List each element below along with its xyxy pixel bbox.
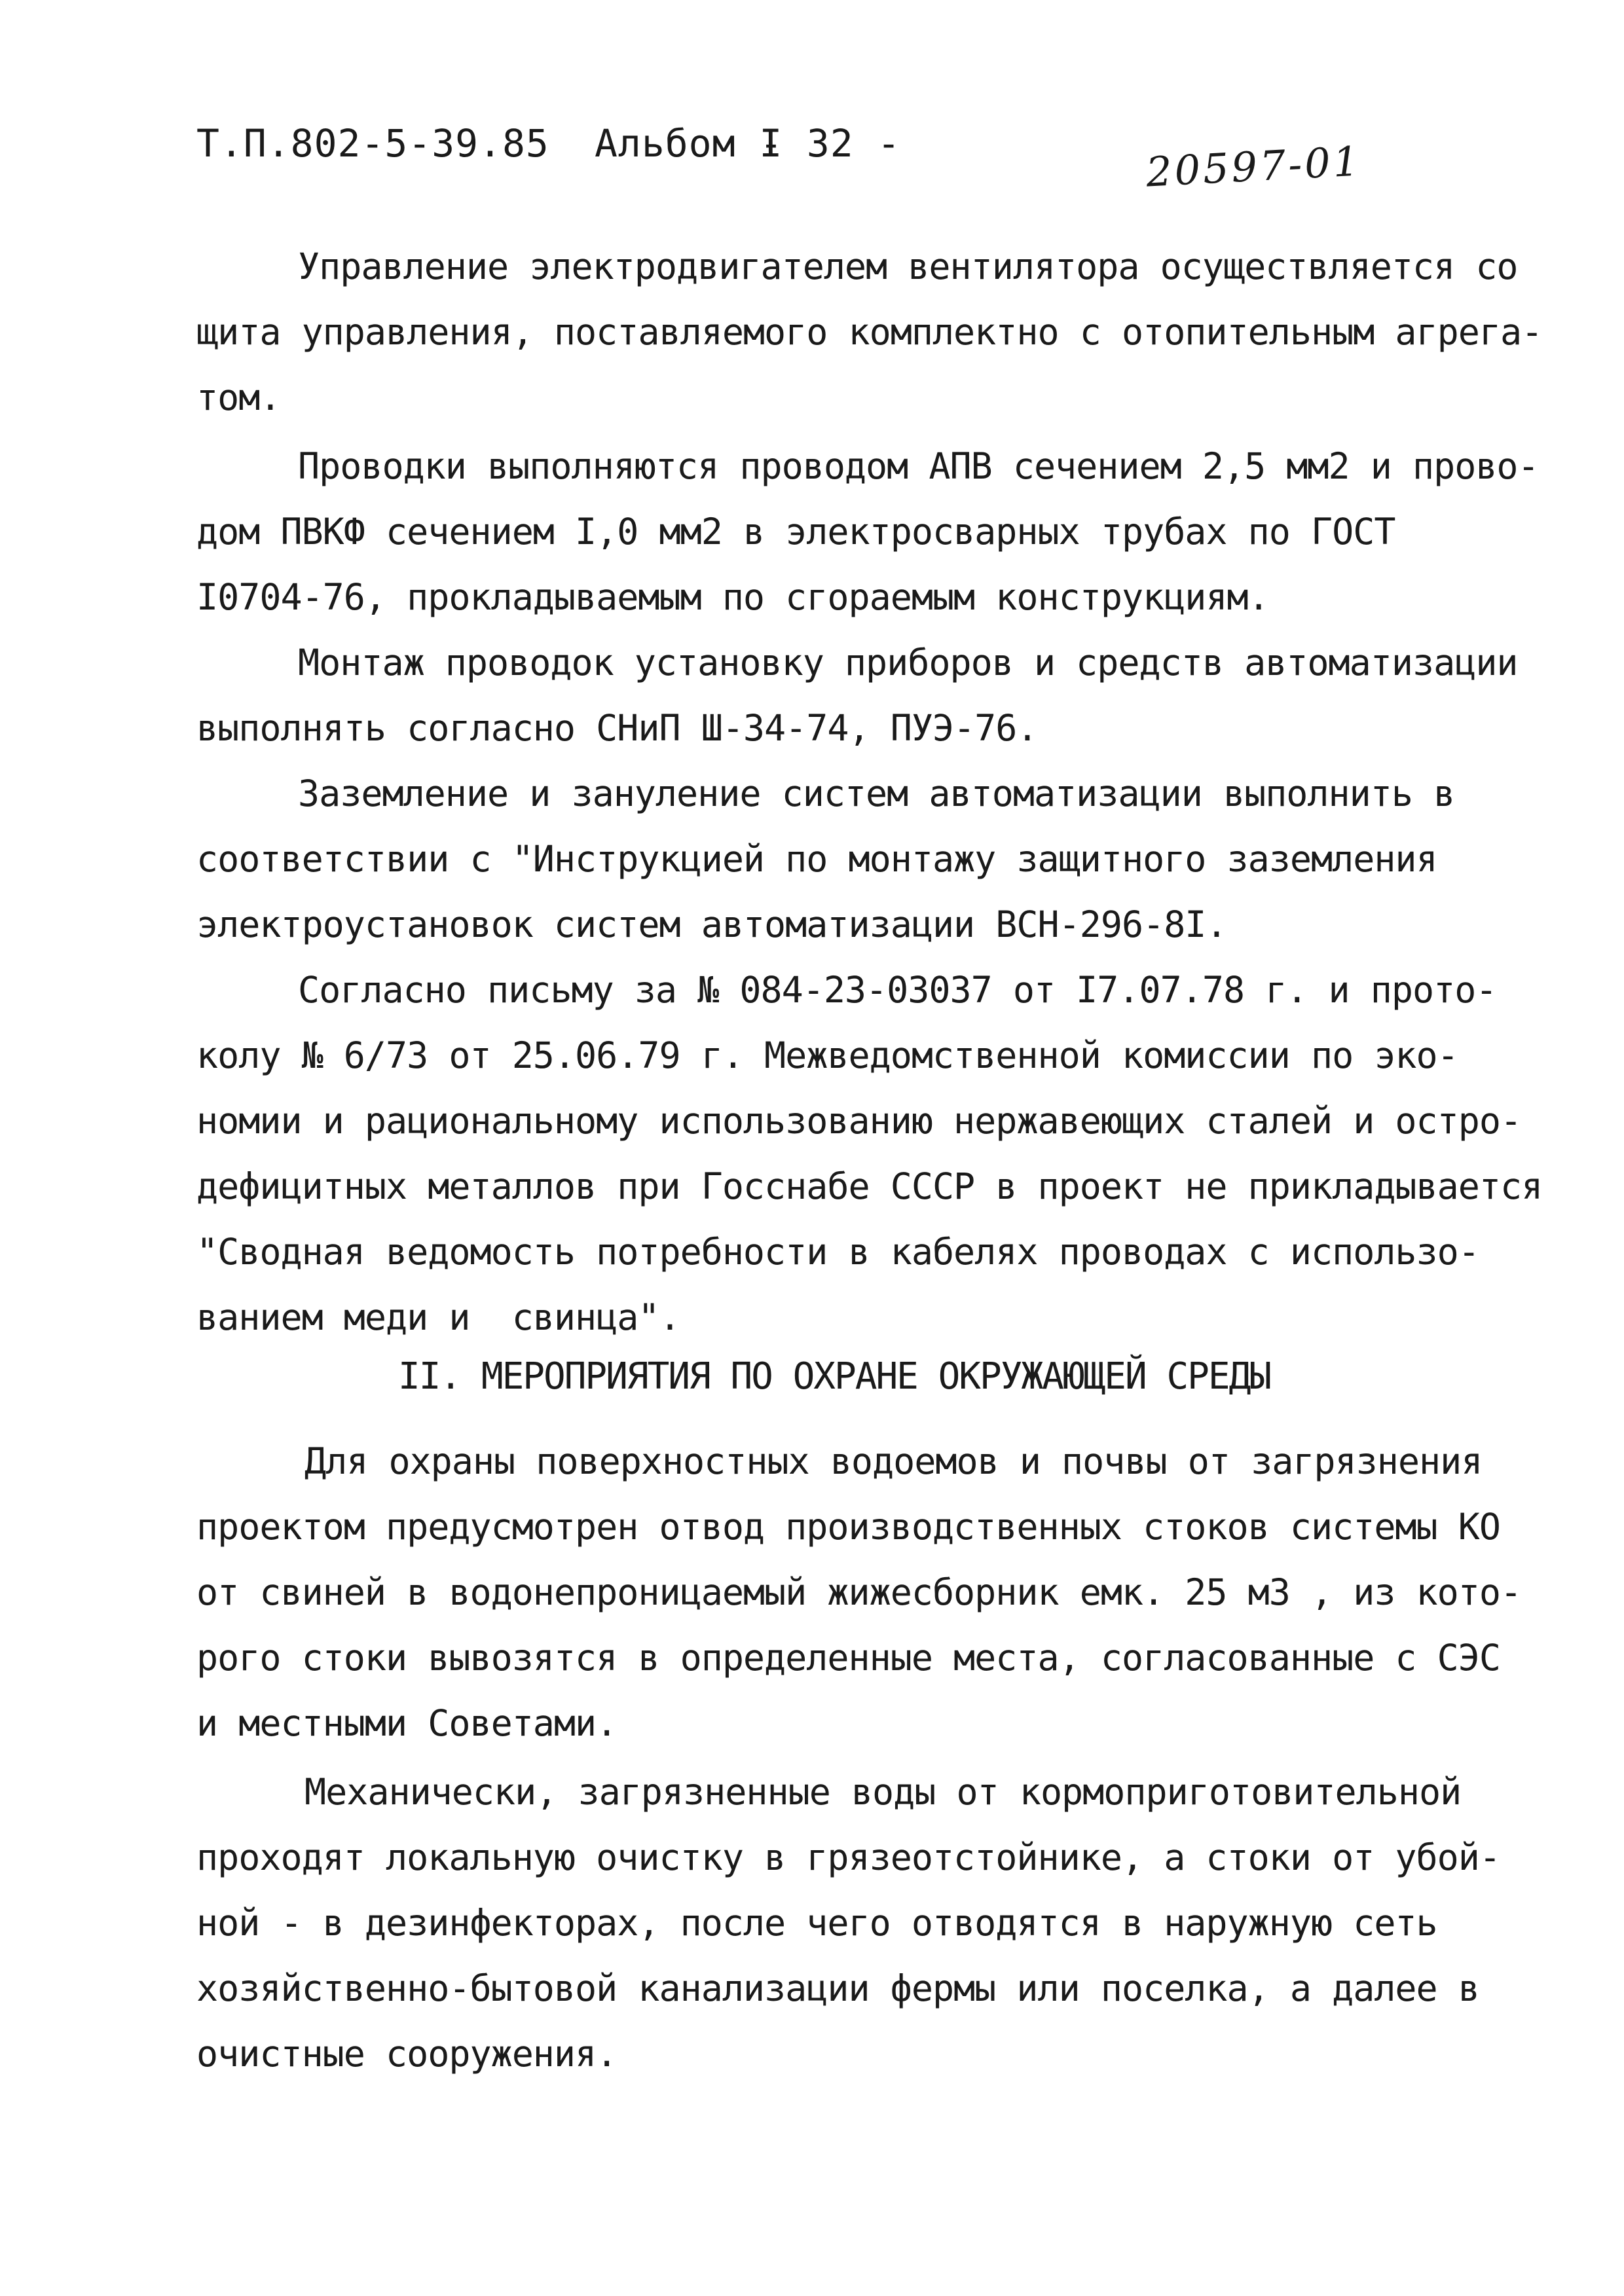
- handwritten-number: 20597-01: [1145, 137, 1363, 196]
- text-line: выполнять согласно СНиП Ш-34-74, ПУЭ-76.: [196, 707, 1038, 749]
- text-line: "Сводная ведомость потребности в кабелях проводах с использо-: [196, 1231, 1479, 1273]
- text-line: ной - в дезинфекторах, после чего отводятся в наружную сеть: [196, 1902, 1437, 1944]
- text-line: очистные сооружения.: [196, 2033, 618, 2075]
- text-line: ванием меди и свинца".: [196, 1296, 680, 1338]
- text-line: щита управления, поставляемого комплектно с отопительным агрега-: [196, 311, 1543, 353]
- text-line: Для охраны поверхностных водоемов и почвы от загрязнения: [304, 1440, 1483, 1482]
- text-line: Монтаж проводок установку приборов и средств автоматизации: [298, 642, 1518, 683]
- text-line: номии и рациональному использованию нержавеющих сталей и остро-: [196, 1100, 1522, 1142]
- text-line: Механически, загрязненные воды от кормоприготовительной: [304, 1771, 1462, 1813]
- text-line: хозяйственно-бытовой канализации фермы или поселка, а далее в: [196, 1967, 1479, 2009]
- text-line: Проводки выполняются проводом АПВ сечением 2,5 мм2 и прово-: [298, 445, 1539, 487]
- text-line: от свиней в водонепроницаемый жижесборник емк. 25 м3 , из кото-: [196, 1571, 1522, 1613]
- text-line: дефицитных металлов при Госснабе СССР в проект не прикладывается: [196, 1165, 1543, 1207]
- text-line: дом ПВКФ сечением I,0 мм2 в электросварных трубах по ГОСТ: [196, 511, 1395, 553]
- text-line: колу № 6/73 от 25.06.79 г. Межведомственной комиссии по эко-: [196, 1034, 1458, 1076]
- page-number: - 32 -: [760, 121, 901, 166]
- text-line: соответствии с "Инструкцией по монтажу защитного заземления: [196, 838, 1437, 880]
- document-code: Т.П.802-5-39.85: [196, 121, 549, 166]
- text-line: электроустановок систем автоматизации ВСН-296-8I.: [196, 903, 1227, 945]
- album-label: Альбом I: [595, 121, 783, 166]
- text-line: Заземление и зануление систем автоматизации выполнить в: [298, 773, 1455, 814]
- text-line: рого стоки вывозятся в определенные места, согласованные с СЭС: [196, 1637, 1500, 1679]
- text-line: Согласно письму за № 084-23-03037 от I7.07.78 г. и прото-: [298, 969, 1497, 1011]
- text-line: проходят локальную очистку в грязеотстойнике, а стоки от убой-: [196, 1836, 1500, 1878]
- text-line: Управление электродвигателем вентилятора осуществляется со: [298, 246, 1518, 287]
- text-line: проектом предусмотрен отвод производственных стоков системы КО: [196, 1506, 1500, 1548]
- section-heading: II. МЕРОПРИЯТИЯ ПО ОХРАНЕ ОКРУЖАЮЩЕЙ СРЕДЫ: [398, 1355, 1271, 1398]
- text-line: том.: [196, 376, 281, 418]
- text-line: I0704-76, прокладываемым по сгораемым конструкциям.: [196, 576, 1269, 618]
- text-line: и местными Советами.: [196, 1702, 618, 1744]
